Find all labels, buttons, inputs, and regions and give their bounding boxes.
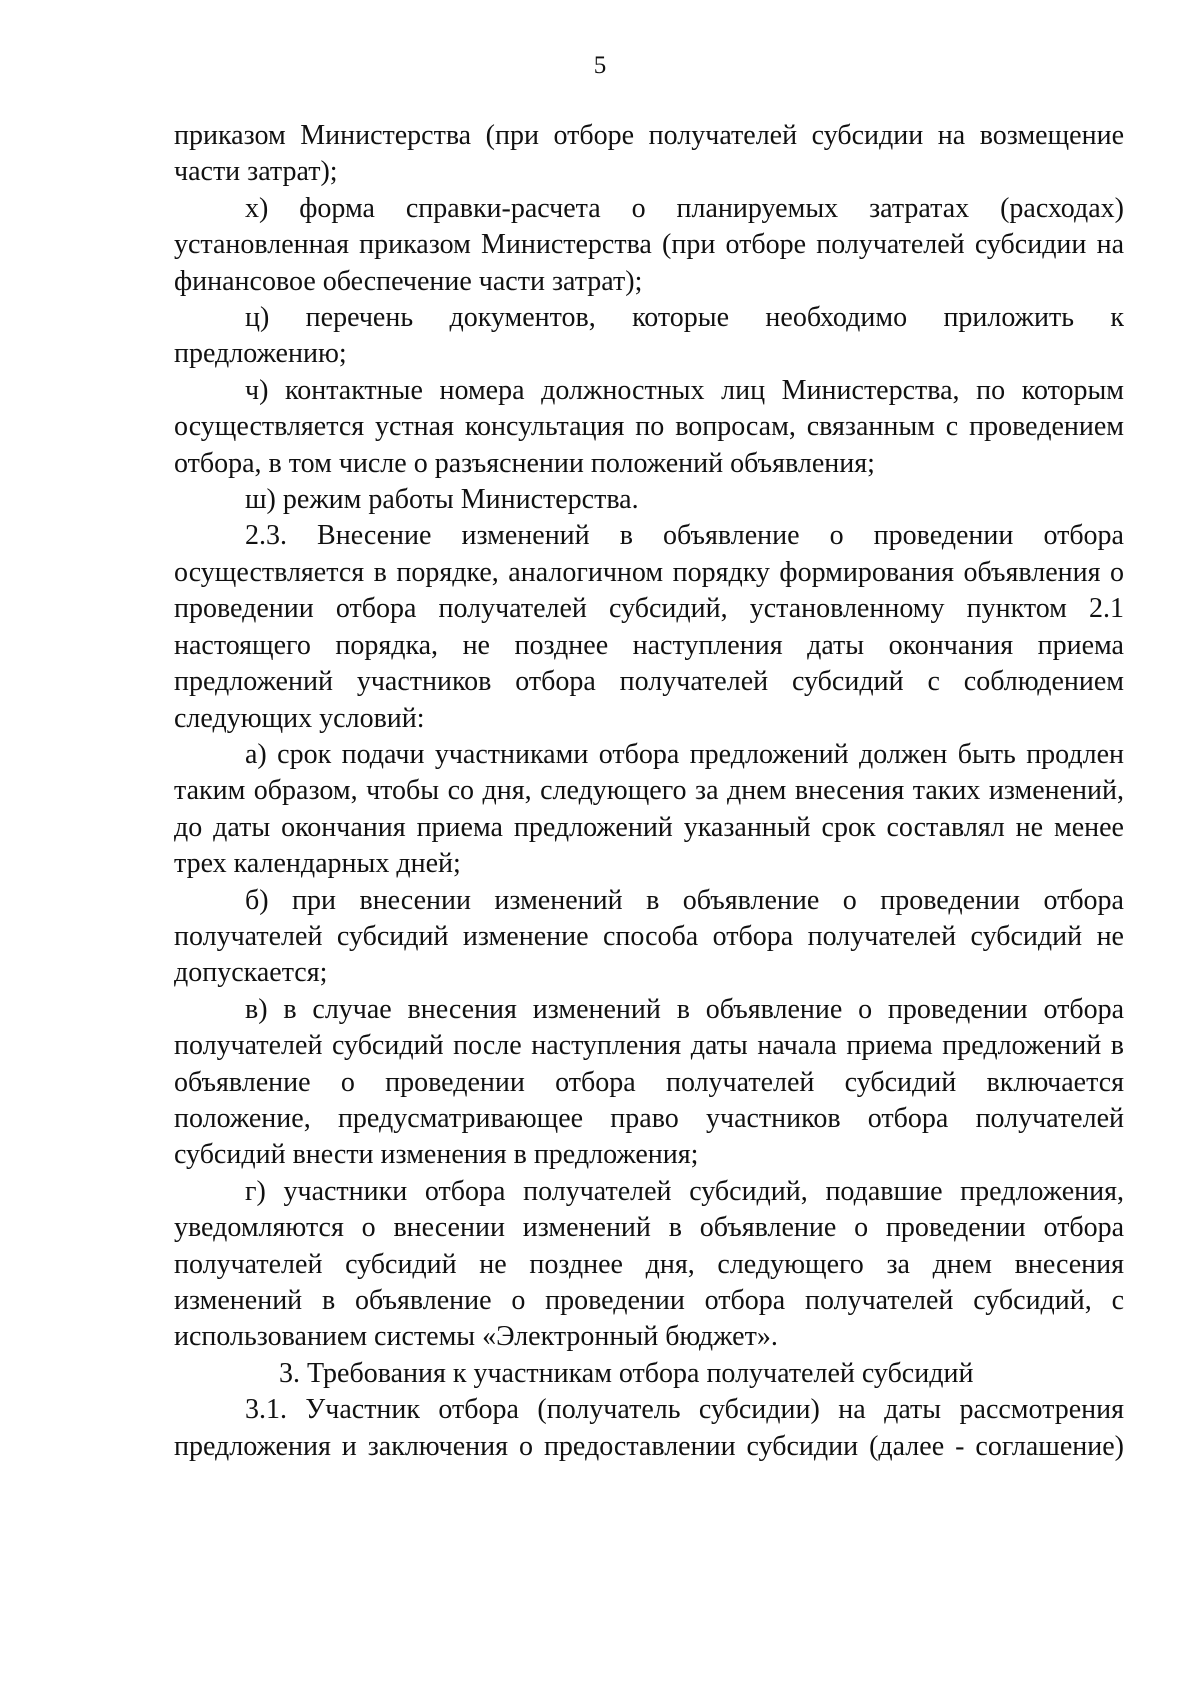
section-heading: 3. Требования к участникам отбора получателей субсидий	[279, 1357, 974, 1389]
paragraph-item-sh: ш) режим работы Министерства.	[245, 484, 639, 516]
paragraph-item-a: а) срок подачи участниками отбора предложений должен быть продлен таким образом, чтобы со дня, следующего за днем внесения таких изменений, до даты окончания приема предложений указанный срок составлял не менее трех календарных дней;	[174, 738, 1124, 880]
paragraph-item-g: г) участники отбора получателей субсидий, подавшие предложения, уведомляются о внесении изменений в объявление о проведении отбора получателей субсидий не позднее дня, следующего за днем внесения изменений в объявление о проведении отбора получателей субсидий, с использованием системы «Электронный бюджет».	[174, 1175, 1124, 1353]
paragraph-item-kh: х) форма справки-расчета о планируемых затратах (расходах) установленная приказом Министерства (при отборе получателей субсидии на финансовое обеспечение части затрат);	[174, 192, 1124, 297]
document-body	[174, 118, 1124, 1465]
paragraph-item-v: в) в случае внесения изменений в объявление о проведении отбора получателей субсидий после наступления даты начала приема предложений в объявление о проведении отбора получателей субсидий включается положение, предусматривающее право участников отбора получателей субсидий внести изменения в предложения;	[174, 993, 1124, 1171]
paragraph-item-ts: ц) перечень документов, которые необходимо приложить к предложению;	[174, 302, 1124, 370]
paragraph-2-3: 2.3. Внесение изменений в объявление о проведении отбора осуществляется в порядке, аналогичном порядку формирования объявления о проведении отбора получателей субсидий, установленному пунктом 2.1 настоящего порядка, не позднее наступления даты окончания приема предложений участников отбора получателей субсидий с соблюдением следующих условий:	[174, 520, 1124, 734]
paragraph-item-ch: ч) контактные номера должностных лиц Министерства, по которым осуществляется устная консультация по вопросам, связанным с проведением отбора, в том числе о разъяснении положений объявления;	[174, 374, 1124, 479]
paragraph-item-b: б) при внесении изменений в объявление о проведении отбора получателей субсидий изменение способа отбора получателей субсидий не допускается;	[174, 884, 1124, 989]
paragraph-continuation: приказом Министерства (при отборе получателей субсидии на возмещение части затрат);	[174, 120, 1124, 188]
paragraph-3-1: 3.1. Участник отбора (получатель субсидии) на даты рассмотрения предложения и заключения о предоставлении субсидии (далее - соглашение)	[174, 1394, 1124, 1462]
page-number: 5	[593, 52, 607, 79]
